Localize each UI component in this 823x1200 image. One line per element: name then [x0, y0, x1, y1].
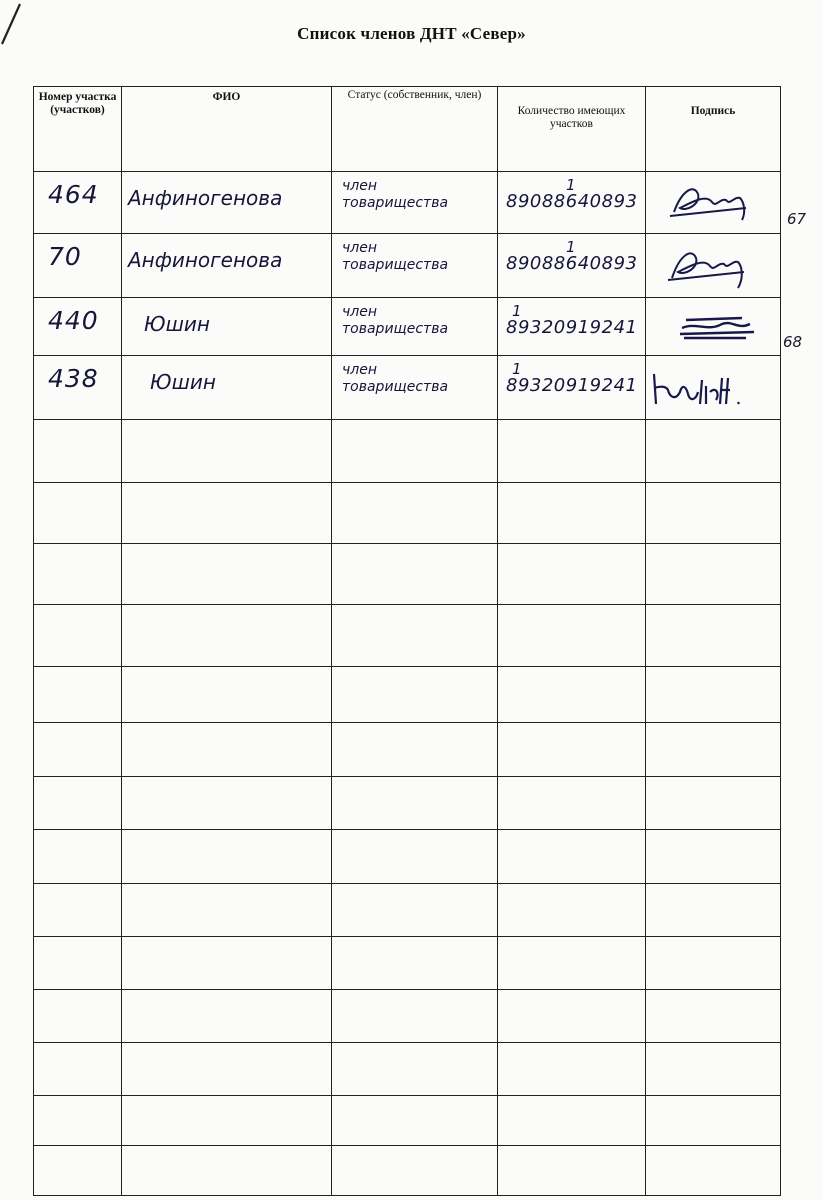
- margin-note-1: 67: [787, 210, 807, 228]
- signature-cell: [646, 356, 781, 420]
- table-row: [34, 884, 781, 937]
- status-line-2: товарищества: [342, 321, 449, 337]
- status-cell: [332, 298, 498, 356]
- table-row: [34, 234, 781, 298]
- status-line-1: член: [342, 362, 377, 378]
- handwritten-signature: [646, 172, 776, 230]
- count-cell: [498, 234, 646, 298]
- header-signature: Подпись: [646, 87, 781, 172]
- phone-number: 89320919241: [506, 375, 638, 396]
- status-cell: [332, 172, 498, 234]
- table-row: [34, 420, 781, 483]
- table-row: [34, 990, 781, 1043]
- status-line-1: член: [342, 240, 377, 256]
- full-name-cell: Анфиногенова: [122, 234, 332, 298]
- table-row: [34, 937, 781, 990]
- status-line-2: товарищества: [342, 195, 449, 211]
- count-cell: [498, 356, 646, 420]
- full-name-cell: Юшин: [122, 298, 332, 356]
- plot-count: 1: [512, 302, 522, 320]
- full-name-cell: Юшин: [122, 356, 332, 420]
- table-row: [34, 723, 781, 777]
- header-plot-count: Количество имеющих участков: [498, 87, 646, 172]
- signature-cell: [646, 298, 781, 356]
- count-cell: [498, 298, 646, 356]
- phone-number: 89088640893: [506, 253, 638, 274]
- table-row: [34, 298, 781, 356]
- table-row: [34, 172, 781, 234]
- handwritten-signature: [646, 298, 776, 352]
- signature-cell: [646, 234, 781, 298]
- table-row: [34, 1096, 781, 1146]
- table-row: [34, 777, 781, 830]
- status-line-2: товарищества: [342, 257, 449, 273]
- handwritten-signature: [646, 234, 776, 294]
- header-plot-number: Номер участка (участков): [34, 87, 122, 172]
- count-cell: [498, 172, 646, 234]
- table-row: [34, 667, 781, 723]
- table-row: [34, 605, 781, 667]
- table-row: [34, 356, 781, 420]
- table-row: [34, 830, 781, 884]
- plot-number-cell: 464: [34, 172, 122, 234]
- table-row: [34, 1043, 781, 1096]
- status-line-1: член: [342, 178, 377, 194]
- handwritten-signature: [646, 356, 776, 416]
- plot-number-cell: 440: [34, 298, 122, 356]
- plot-number-cell: 70: [34, 234, 122, 298]
- signature-cell: [646, 172, 781, 234]
- phone-number: 89088640893: [506, 191, 638, 212]
- margin-note-2: 68: [783, 333, 803, 351]
- status-line-2: товарищества: [342, 379, 449, 395]
- table-row: [34, 483, 781, 544]
- plot-count: 1: [512, 360, 522, 378]
- header-full-name: ФИО: [122, 87, 332, 172]
- members-table: [33, 86, 781, 1196]
- full-name-cell: Анфиногенова: [122, 172, 332, 234]
- status-line-1: член: [342, 304, 377, 320]
- plot-count: 1: [566, 176, 576, 194]
- table-row: [34, 544, 781, 605]
- plot-count: 1: [566, 238, 576, 256]
- phone-number: 89320919241: [506, 317, 638, 338]
- table-row: [34, 1146, 781, 1196]
- status-cell: [332, 356, 498, 420]
- plot-number-cell: 438: [34, 356, 122, 420]
- header-status: Статус (собственник, член): [332, 87, 498, 172]
- status-cell: [332, 234, 498, 298]
- table-header-row: [34, 87, 781, 172]
- page-title: Список членов ДНТ «Север»: [297, 24, 526, 43]
